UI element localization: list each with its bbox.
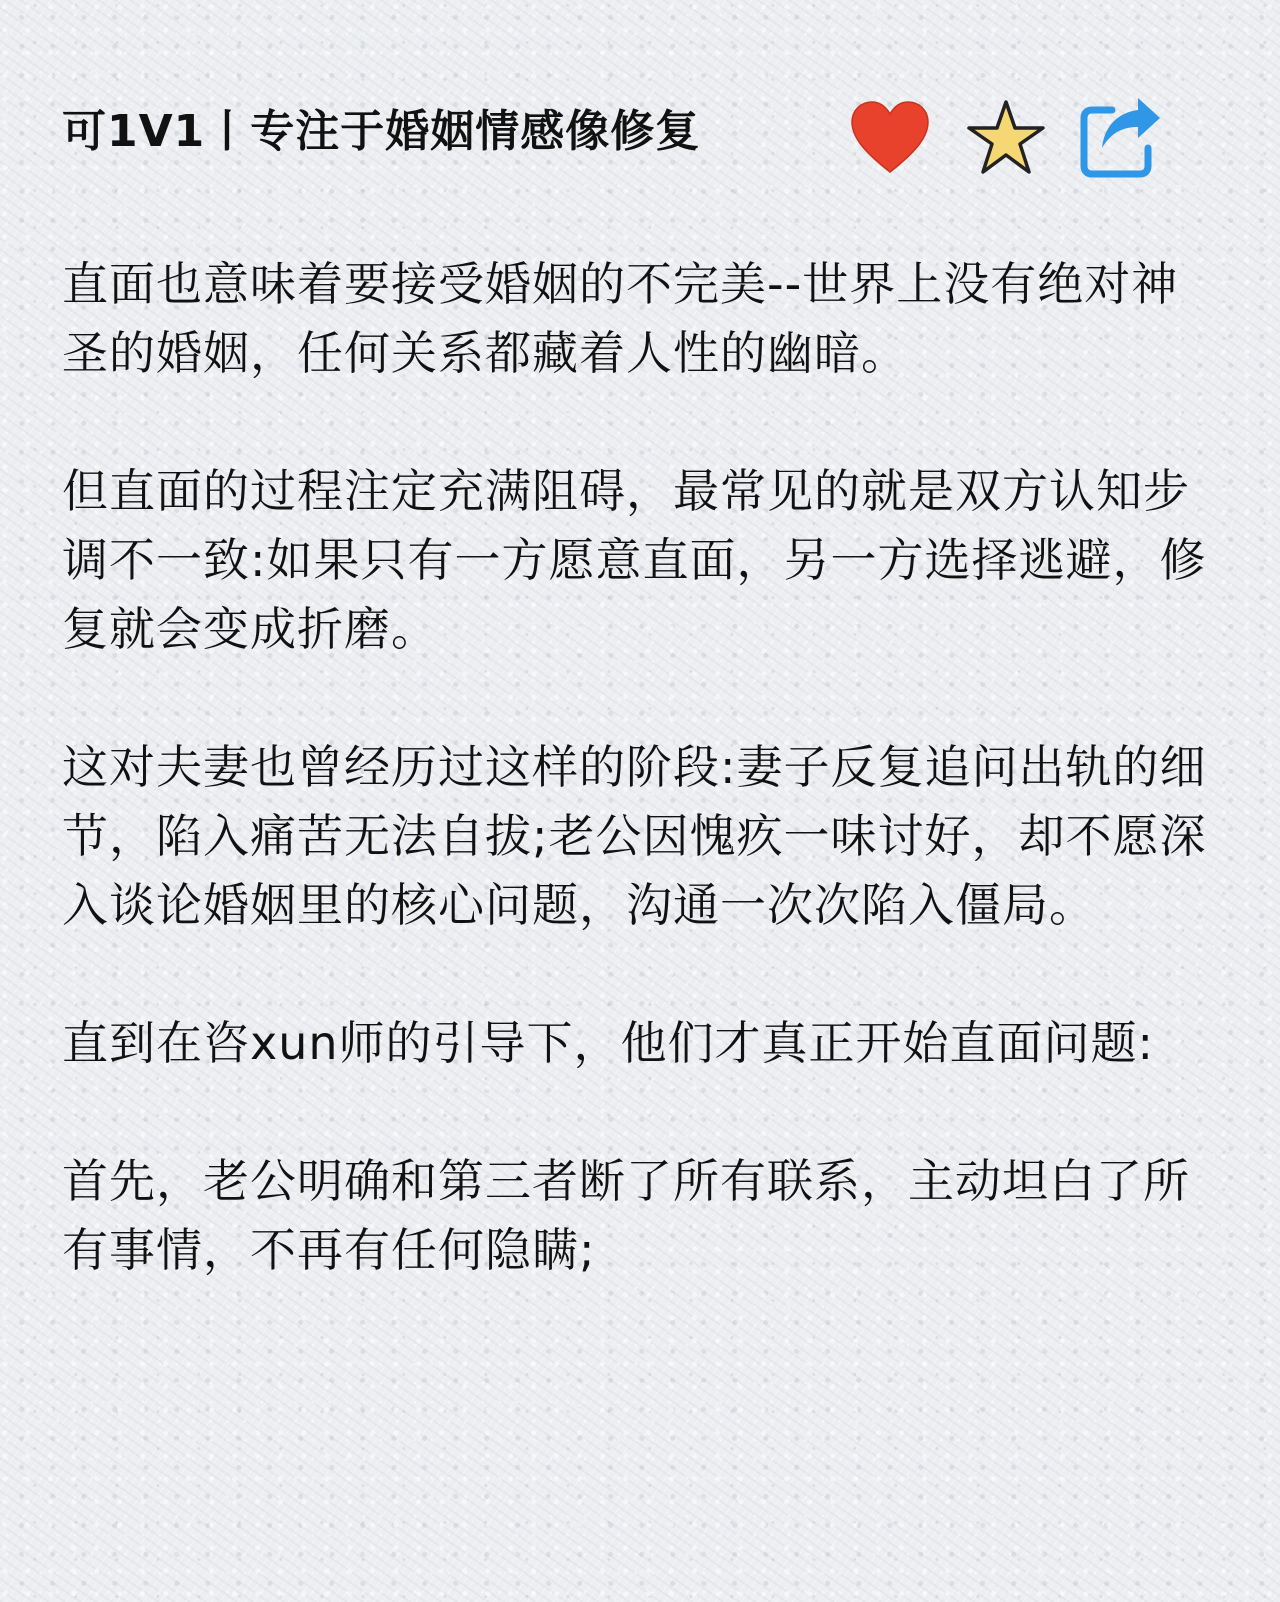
paragraph: 直到在咨xun师的引导下，他们才真正开始直面问题: — [62, 1016, 1155, 1070]
paragraph: 这对夫妻也曾经历过这样的阶段:妻子反复追问出轨的细节，陷入痛苦无法自拔;老公因愧疚一味讨好，却不愿深入谈论婚姻里的核心问题，沟通一次次陷入僵局。 — [62, 740, 1207, 932]
paragraph: 直面也意味着要接受婚姻的不完美--世界上没有绝对神圣的婚姻，任何关系都藏着人性的幽暗。 — [62, 257, 1179, 380]
share-icon[interactable] — [1078, 96, 1162, 180]
star-icon[interactable] — [964, 96, 1048, 180]
article-body — [62, 250, 1222, 1354]
page-title: 可1V1丨专注于婚姻情感像修复 — [62, 106, 701, 157]
paragraph: 首先，老公明确和第三者断了所有联系，主动坦白了所有事情，不再有任何隐瞒; — [62, 1154, 1190, 1277]
header — [62, 96, 1212, 186]
paragraph: 但直面的过程注定充满阻碍，最常见的就是双方认知步调不一致:如果只有一方愿意直面，另一方选择逃避，修复就会变成折磨。 — [62, 464, 1207, 656]
heart-icon[interactable] — [848, 96, 932, 180]
